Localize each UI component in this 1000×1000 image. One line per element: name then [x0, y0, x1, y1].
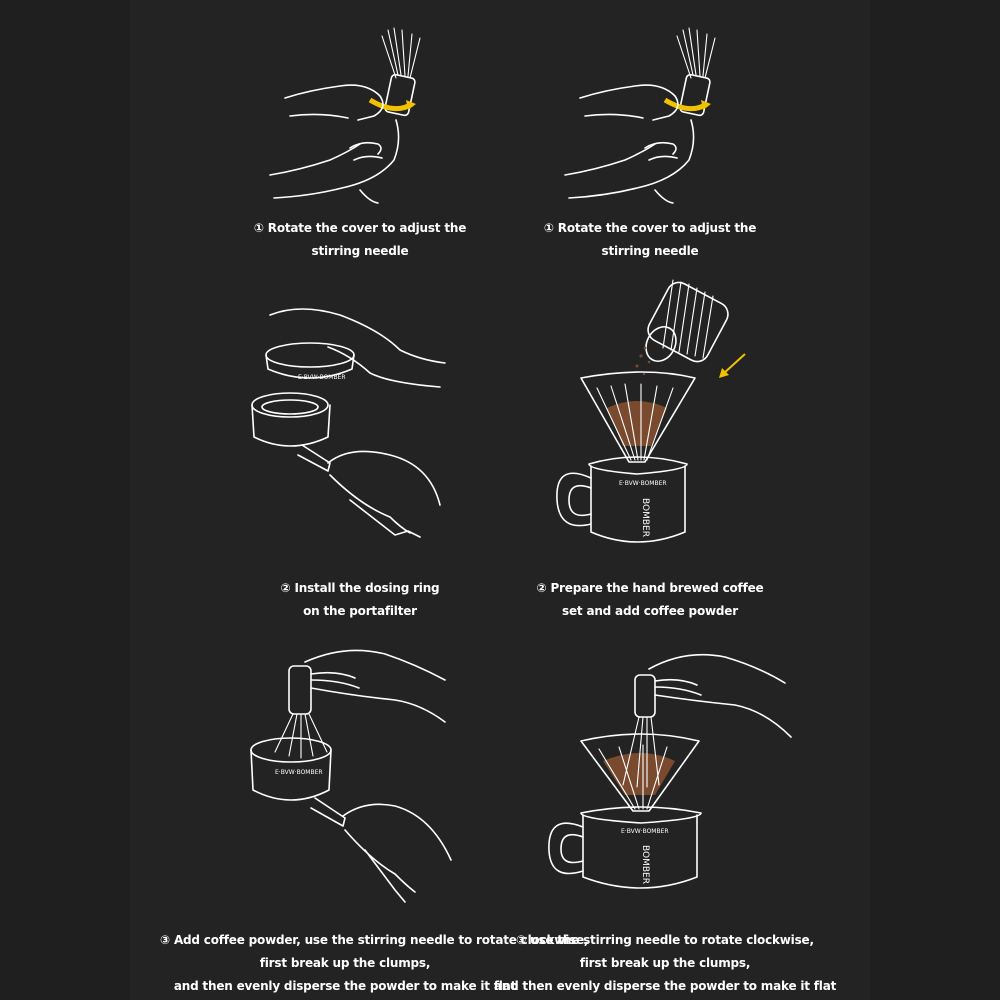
caption-line: ② Prepare the hand brewed coffee: [536, 581, 764, 595]
right-margin: [870, 0, 1000, 1000]
hand-rotate-icon: [565, 20, 735, 205]
left-margin: [0, 0, 130, 1000]
step3-left-caption: [160, 929, 589, 998]
caption-line: first break up the clumps,: [259, 956, 431, 970]
coffee-canister-icon: [640, 278, 732, 366]
svg-text:BOMBER: BOMBER: [640, 845, 650, 884]
caption-line: stirring needle: [601, 244, 699, 258]
svg-text:E·BVW·BOMBER: E·BVW·BOMBER: [275, 769, 323, 776]
svg-text:E·BVW·BOMBER: E·BVW·BOMBER: [619, 480, 667, 487]
step2-left-caption: [200, 577, 520, 623]
svg-text:E·BVW·BOMBER: E·BVW·BOMBER: [298, 374, 346, 381]
step2-right-caption: [490, 577, 810, 623]
whisk-stir-icon: [245, 640, 455, 910]
caption-line: on the portafilter: [303, 604, 417, 618]
step1-right-caption: [490, 217, 810, 263]
svg-text:BOMBER: BOMBER: [640, 498, 650, 537]
caption-line: ② Install the dosing ring: [280, 581, 440, 595]
caption-line: ① Rotate the cover to adjust the: [543, 221, 757, 235]
dosing-ring-icon: [240, 295, 450, 545]
svg-text:E·BVW·BOMBER: E·BVW·BOMBER: [621, 828, 669, 835]
caption-line: and then evenly disperse the powder to make it flat: [493, 979, 837, 993]
caption-line: ③ use the stirring needle to rotate clockwise,: [516, 933, 814, 947]
caption-line: first break up the clumps,: [579, 956, 751, 970]
step1-left-caption: [200, 217, 520, 263]
caption-line: ③ Add coffee powder, use the stirring needle to rotate clockwise,: [160, 933, 589, 947]
caption-line: ① Rotate the cover to adjust the: [253, 221, 467, 235]
hand-rotate-icon: [270, 20, 440, 205]
whisk-stir-icon: [545, 645, 795, 905]
caption-line: and then evenly disperse the powder to make it flat: [173, 979, 517, 993]
caption-line: set and add coffee powder: [562, 604, 738, 618]
step3-right-caption: [480, 929, 850, 998]
pour-over-set-icon: [545, 270, 765, 560]
caption-line: stirring needle: [311, 244, 409, 258]
